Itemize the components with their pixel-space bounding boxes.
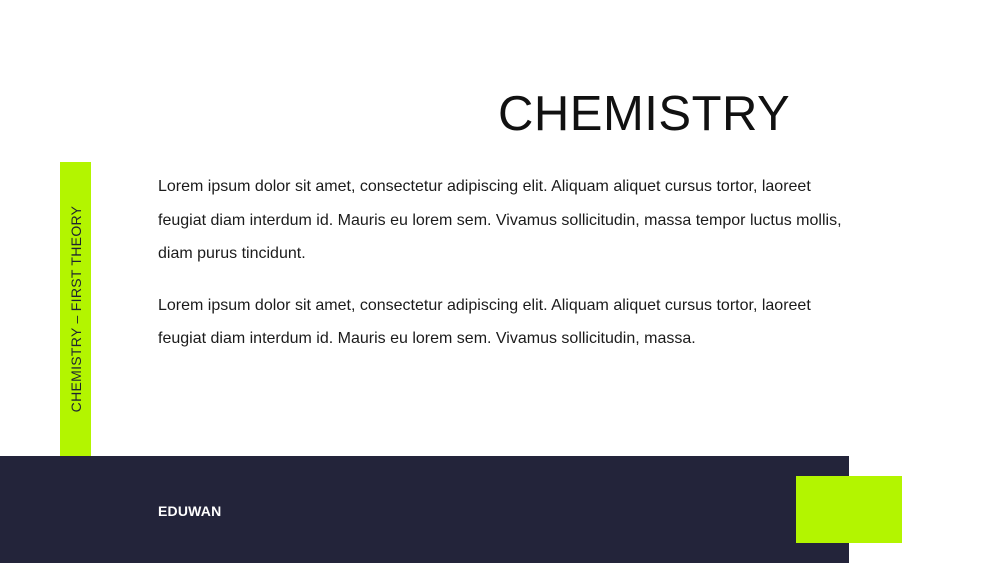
paragraph-2: Lorem ipsum dolor sit amet, consectetur adipiscing elit. Aliquam aliquet cursus tortor, laoreet feugiat diam interdum id. Mauris eu lorem sem. Vivamus sollicitudin, massa.	[158, 296, 811, 347]
paragraph-1: Lorem ipsum dolor sit amet, consectetur adipiscing elit. Aliquam aliquet cursus tortor, laoreet feugiat diam interdum id. Mauris eu lorem sem. Vivamus sollicitudin, massa tempor luctus mollis, diam purus tincidunt.	[158, 178, 842, 262]
accent-square	[796, 476, 902, 543]
footer-band	[0, 456, 849, 563]
footer-brand: EDUWAN	[158, 503, 222, 519]
body-text	[158, 170, 848, 374]
side-label: CHEMISTRY – FIRST THEORY	[67, 205, 84, 413]
slide-title: CHEMISTRY	[498, 87, 791, 141]
side-accent-bar	[60, 162, 91, 456]
